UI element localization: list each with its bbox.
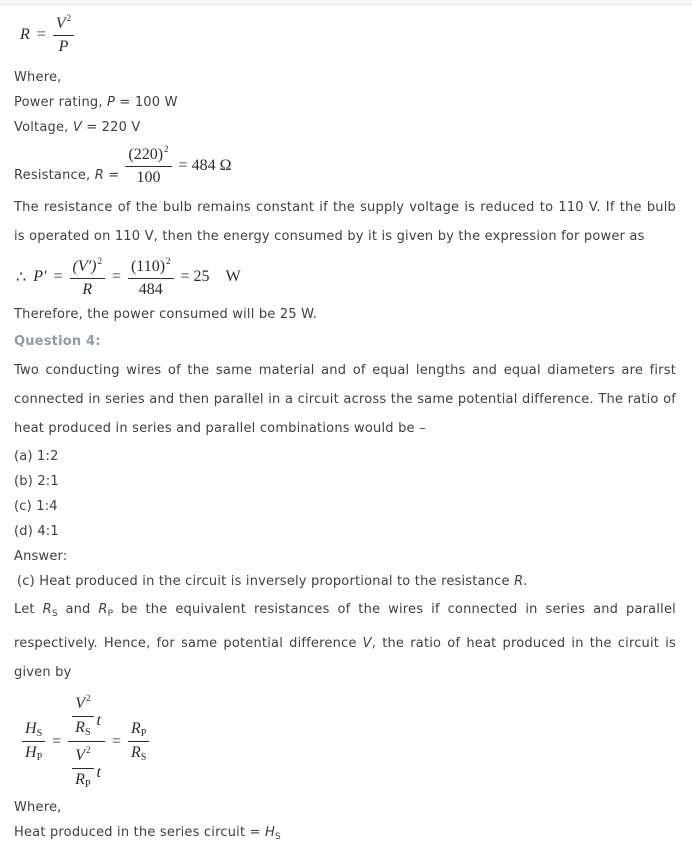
subscript-s: S [140, 752, 147, 764]
answer-period: . [523, 574, 528, 590]
fraction-denominator [22, 742, 45, 764]
fraction-numerator [128, 256, 174, 279]
explain-text: Let [14, 602, 43, 618]
variable-r-parallel: R [98, 602, 108, 618]
fraction-denominator: P [58, 38, 69, 56]
result-value: = 25 [180, 268, 210, 286]
fraction-numerator [72, 745, 93, 768]
variable-v: V [55, 15, 66, 32]
answer-label: Answer: [14, 549, 68, 565]
subscript-s: S [51, 609, 58, 620]
exponent: 2 [85, 745, 91, 756]
variable-t: t [96, 711, 101, 729]
fraction-denominator [72, 717, 93, 739]
equals-sign: = [52, 732, 62, 750]
power-rating-line [14, 90, 676, 115]
question-4-heading: Question 4: [14, 334, 101, 350]
subscript-s: S [36, 727, 43, 739]
answer-explanation-paragraph [14, 595, 676, 687]
fraction [125, 144, 171, 188]
variable-r: R [130, 719, 141, 737]
variable-p-prime: P′ [33, 268, 47, 286]
variable-r: R [20, 25, 30, 43]
subscript-s: S [84, 726, 91, 738]
fraction-numerator [68, 693, 105, 742]
explanation-paragraph [14, 193, 676, 251]
where-text: Where, [14, 69, 62, 85]
variable-p: P [107, 94, 116, 110]
heat-label: Heat produced in the series circuit = [14, 825, 266, 841]
variable-v: V [72, 119, 82, 135]
equals-sign: = [111, 268, 121, 286]
where-label-2: Where, [14, 800, 62, 816]
fraction-denominator [128, 742, 149, 764]
fraction-numerator [70, 256, 105, 279]
formula-resistance-definition [20, 13, 676, 57]
answer-line [14, 569, 676, 594]
exponent: 2 [164, 143, 169, 154]
question-4-body [14, 356, 676, 443]
numerator-value: (110) [130, 257, 166, 275]
fraction [128, 256, 174, 300]
where-label [14, 65, 676, 90]
fraction-denominator [68, 742, 105, 790]
variable-r: R [130, 744, 141, 762]
therefore-symbol: ∴ [16, 269, 27, 287]
fraction-numerator [72, 693, 93, 716]
fraction [53, 13, 74, 57]
variable-r: R [94, 167, 104, 183]
fraction-numerator [22, 720, 45, 743]
fraction-denominator: 100 [136, 169, 161, 187]
explain-text: , the ratio of heat produced in the circuit is given by [14, 636, 676, 681]
fraction-hs-hp [22, 720, 45, 764]
voltage-line [14, 115, 676, 140]
exponent: 2 [166, 255, 171, 266]
fraction [70, 256, 105, 300]
conclusion-text: Therefore, the power consumed will be 25 W. [14, 307, 318, 323]
option-d: (d) 4:1 [14, 524, 59, 540]
question-text: Two conducting wires of the same material and of equal lengths and equal diameters are first connected in series and then parallel in a circuit across the same potential difference. The ratio of heat produced in series and parallel combinations would be – [14, 363, 676, 437]
option-a: (a) 1:2 [14, 449, 59, 465]
fraction-denominator [72, 769, 93, 791]
explain-text: be the equivalent resistances of the wires if connected in series and parallel respectively. Hence, for same potential difference [14, 602, 676, 652]
equals-sign: = [103, 167, 120, 183]
variable-h: H [25, 744, 37, 762]
formula-power-consumed [16, 256, 676, 300]
resistance-text: Resistance, [14, 167, 95, 183]
fraction-numerator [125, 144, 171, 167]
fraction-rp-rs [128, 720, 149, 764]
subscript-p: P [107, 609, 114, 620]
subscript-s: S [275, 832, 281, 843]
variable-r: R [75, 718, 85, 736]
fraction-denominator: 484 [138, 280, 163, 298]
numerator-value: (V′) [72, 257, 97, 275]
answer-text: (c) Heat produced in the circuit is inversely proportional to the resistance [17, 574, 515, 590]
variable-h: H [25, 719, 37, 737]
subscript-p: P [140, 727, 147, 739]
resistance-calculation-line [14, 144, 676, 188]
numerator-value: (220) [128, 145, 164, 163]
variable-h: H [265, 825, 275, 841]
subscript-p: P [84, 778, 91, 790]
variable-v: V [362, 636, 372, 652]
variable-r: R [514, 574, 524, 590]
explain-text: and [57, 602, 99, 618]
option-c: (c) 1:4 [14, 499, 58, 515]
variable-r: R [75, 770, 85, 788]
variable-v: V [75, 695, 85, 713]
variable-r-series: R [42, 602, 52, 618]
unit-watt: W [225, 268, 241, 286]
resistance-label [14, 168, 119, 188]
exponent: 2 [85, 693, 91, 704]
exponent: 2 [97, 255, 102, 266]
paragraph-text: The resistance of the bulb remains constant if the supply voltage is reduced to 110 V. If the bulb is operated on 110 V, then the energy consumed by it is given by the expression for power as [14, 199, 676, 244]
fraction-numerator [53, 13, 74, 36]
variable-t: t [96, 763, 101, 781]
variable-v: V [75, 747, 85, 765]
inner-fraction [72, 745, 93, 790]
inner-fraction [72, 693, 93, 738]
voltage-value: = 220 V [81, 119, 141, 135]
nested-fraction [68, 693, 105, 790]
equals-sign: = [111, 732, 121, 750]
formula-heat-ratio [22, 693, 676, 790]
option-b: (b) 2:1 [14, 474, 59, 490]
fraction-numerator [128, 720, 149, 743]
power-value: = 100 W [115, 94, 178, 110]
exponent: 2 [66, 13, 72, 23]
equals-sign: = [53, 268, 63, 286]
document-content [0, 5, 692, 850]
subscript-p: P [36, 752, 43, 764]
power-label: Power rating, [14, 94, 108, 110]
heat-series-line [14, 820, 676, 850]
resistance-formula [125, 144, 231, 188]
conclusion-line [14, 302, 676, 327]
equals-sign: = [36, 25, 46, 43]
result-value: = 484 Ω [178, 156, 232, 174]
voltage-label: Voltage, [14, 119, 73, 135]
fraction-denominator: R [82, 280, 93, 298]
